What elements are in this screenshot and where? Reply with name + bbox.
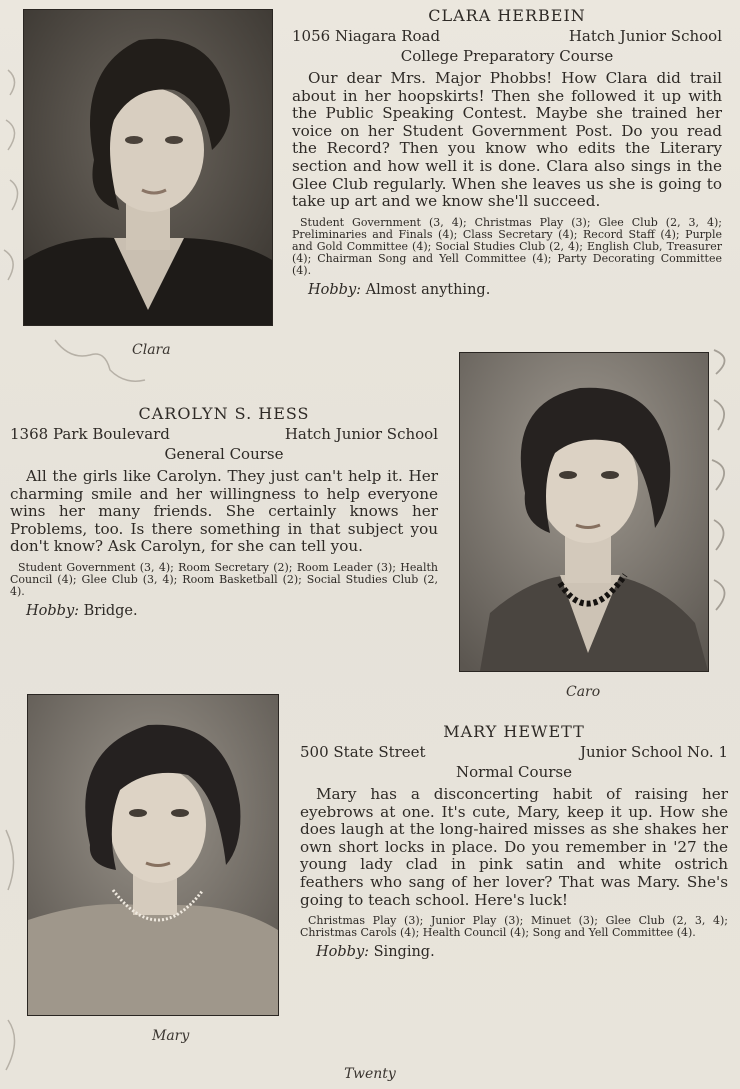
hobby-value: Almost anything. [365,281,491,298]
home-address: 1368 Park Boulevard [10,425,170,443]
photo-caption-carolyn: Caro [566,684,601,700]
portrait-photo-mary [28,695,278,1015]
junior-school: Hatch Junior School [284,425,438,443]
biography: Mary has a disconcerting habit of raising her eyebrows at one. It's cute, Mary, keep it up. How she does laugh at the long-haired misses as she shakes her own short locks in place. Do you remember in '27 the young lady clad in pink satin and white ostrich feathers who sang of her lover? That was Mary. She's going to teach school. Here's luck! [300,785,728,909]
entry-carolyn-hess [10,404,438,620]
junior-school: Junior School No. 1 [579,743,728,761]
hobby-label: Hobby: [26,602,80,619]
activities-list: Student Government (3, 4); Christmas Play (3); Glee Club (2, 3, 4); Preliminaries and Finals (4); Class Secretary (4); Record Staff (4); Purple and Gold Committee (4); Social Studies Club (2, 4); English Club, Treasurer (4); Chairman Song and Yell Committee (4); Party Decorating Committee (4). [292,215,722,277]
home-address: 1056 Niagara Road [292,27,441,45]
handwritten-marks-left [0,60,30,320]
portrait-photo-clara [24,10,272,325]
biography: Our dear Mrs. Major Phobbs! How Clara did trail about in her hoopskirts! Then she followed it up with the Public Speaking Contest. Maybe she trained her voice on her Student Government Post. Do you read the Record? Then you know who edits the Literary section and how well it is done. Clara also sings in the Glee Club regularly. When she leaves us she is going to take up art and we know she'll succeed. [292,69,722,211]
portrait-photo-carolyn [460,353,708,671]
junior-school: Hatch Junior School [568,27,722,45]
activities-list: Christmas Play (3); Junior Play (3); Minuet (3); Glee Club (2, 3, 4); Christmas Carols (4); Health Council (4); Song and Yell Committee (4). [300,914,728,940]
course-name: General Course [164,445,284,463]
hobby-line [300,943,728,961]
handwritten-marks-center [50,330,160,400]
hobby-value: Bridge. [83,602,138,619]
hobby-line [292,281,722,299]
home-address: 500 State Street [300,743,426,761]
address-row [300,742,728,762]
student-name: CLARA HERBEIN [428,6,586,25]
hobby-line [10,602,438,620]
student-name: MARY HEWETT [443,722,585,741]
entry-mary-hewett [300,722,728,961]
student-name: CAROLYN S. HESS [138,404,310,423]
hobby-label: Hobby: [316,944,370,961]
course-name: Normal Course [456,763,572,781]
activities-list: Student Government (3, 4); Room Secretary (2); Room Leader (3); Health Council (4); Glee Club (3, 4); Room Basketball (2); Social Studies Club (2, 4). [10,560,438,598]
hobby-value: Singing. [373,944,435,961]
biography: All the girls like Carolyn. They just can't help it. Her charming smile and her willingness to help everyone wins her many friends. She certainly knows her Problems, too. Is there something in that subject you don't know? Ask Carolyn, for she can tell you. [10,467,438,556]
handwritten-marks-right [708,340,740,630]
course-name: College Preparatory Course [400,47,614,65]
handwritten-marks-bottom-left [0,820,26,1080]
entry-clara-herbein [292,6,722,299]
hobby-label: Hobby: [308,281,362,298]
address-row [292,26,722,46]
photo-caption-clara: Clara [132,342,171,358]
photo-caption-mary: Mary [152,1028,190,1044]
page-number: Twenty [344,1066,396,1082]
address-row [10,424,438,444]
